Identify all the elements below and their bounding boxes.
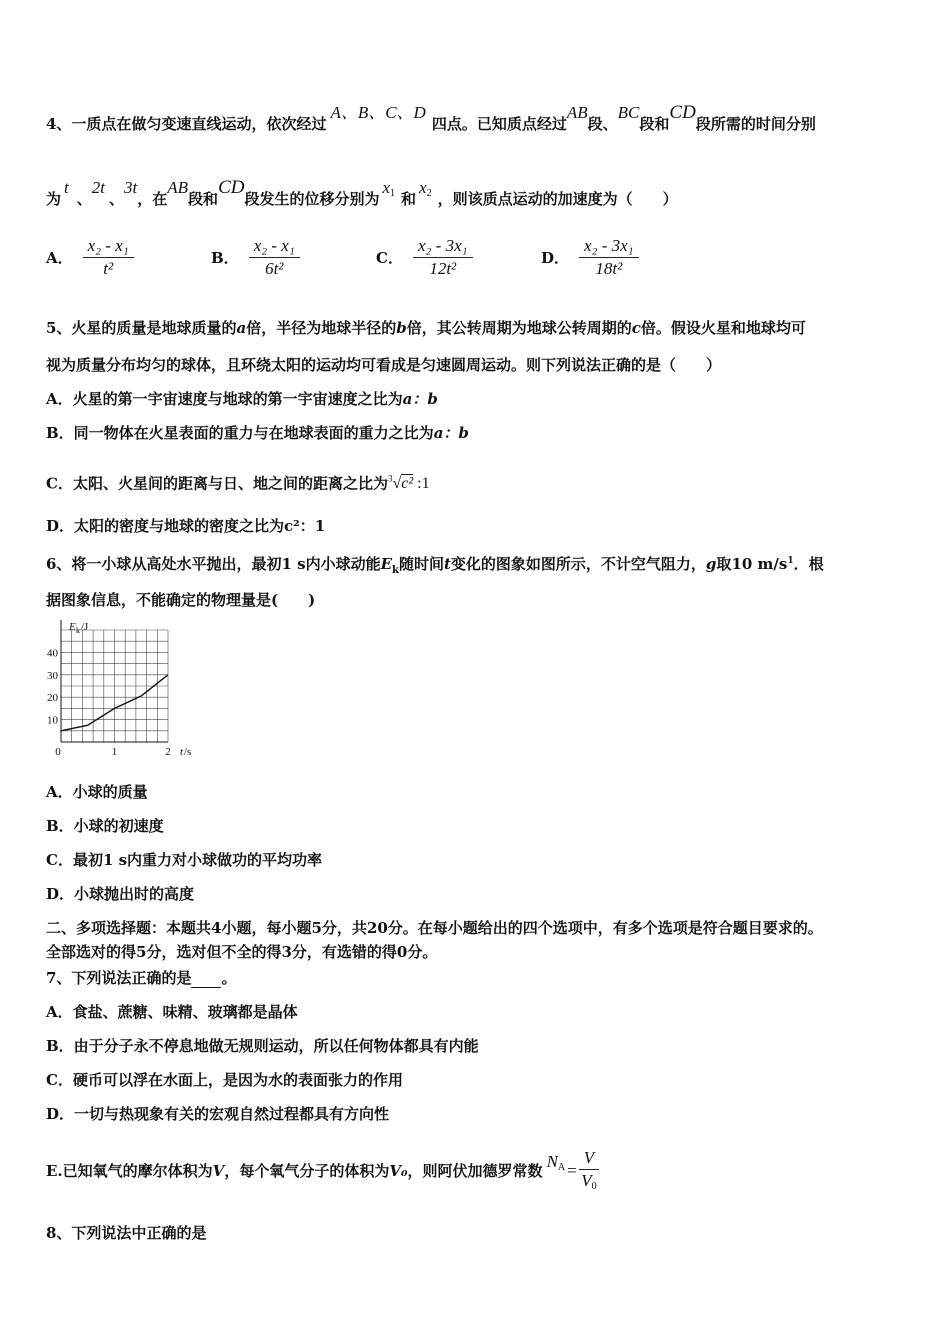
q4-option-a[interactable] bbox=[46, 236, 134, 279]
x-tick-label: 2 bbox=[165, 746, 171, 758]
q4-seg-cd: CD bbox=[218, 177, 245, 198]
chart-ticks bbox=[47, 647, 171, 758]
fraction: $\frac{\text{x₂ - x₁}}{\text{6t²}}$ bbox=[249, 236, 300, 279]
option-label: A． bbox=[46, 249, 73, 267]
q4-text: 和 bbox=[401, 190, 417, 208]
fraction: $\frac{\text{x₂ - 3x₁}}{\text{12t²}}$ bbox=[413, 236, 473, 279]
q5-line2: 视为质量分布均匀的球体，且环绕太阳的运动均可看成是匀速圆周运动。则下列说法正确的是（ ） bbox=[46, 356, 722, 374]
q7-stem: 7、下列说法正确的是 。 bbox=[46, 969, 237, 987]
q4-seg-ab: AB bbox=[566, 103, 588, 122]
q5-line1: 5、火星的质量是地球质量的a倍，半径为地球半径的b倍，其公转周期为地球公转周期的c倍。假设火星和地球均可 bbox=[46, 319, 806, 337]
y-axis-unit: /J bbox=[81, 621, 89, 633]
q6-option-d[interactable]: D．小球抛出时的高度 bbox=[46, 885, 195, 903]
q4-x1: x1 bbox=[382, 178, 396, 199]
q4-text: 段发生的位移分别为 bbox=[244, 190, 380, 208]
q4-text: ，则该质点运动的加速度为（ ） bbox=[437, 190, 678, 208]
section2-scoring: 全部选对的得5分，选对但不全的得3分，有选错的得0分。 bbox=[46, 943, 438, 961]
option-label: D． bbox=[541, 249, 570, 267]
q4-text: 、 bbox=[76, 190, 92, 208]
q4-option-b[interactable] bbox=[211, 236, 300, 279]
option-label: B． bbox=[211, 249, 239, 267]
q4-text: 为 bbox=[46, 190, 62, 208]
q8-stem: 8、下列说法中正确的是 bbox=[46, 1224, 207, 1242]
q4-x2: x2 bbox=[419, 178, 432, 199]
x-axis-label: t bbox=[180, 746, 184, 758]
q4-points: A、B、C、D bbox=[330, 103, 426, 122]
q7-option-e[interactable]: E.已知氧气的摩尔体积为 V ，每个氧气分子的体积为 V₀ ，则阿伏加德罗常数 NA = $\frac{V}{V0}$ bbox=[46, 1148, 599, 1194]
q7-option-b[interactable]: B．由于分子永不停息地做无规则运动，所以任何物体都具有内能 bbox=[46, 1037, 479, 1055]
q4-seg-cd: CD bbox=[669, 102, 696, 123]
avogadro-fraction: $\frac{V}{V0}$ bbox=[579, 1148, 599, 1194]
chart-labels bbox=[68, 621, 191, 758]
q7-option-c[interactable]: C．硬币可以浮在水面上，是因为水的表面张力的作用 bbox=[46, 1071, 403, 1089]
q7-option-d[interactable]: D．一切与热现象有关的宏观自然过程都具有方向性 bbox=[46, 1105, 390, 1123]
q4-line1 bbox=[46, 102, 816, 134]
y-tick-label: 30 bbox=[47, 669, 58, 682]
q4-text: 4、一质点在做匀变速直线运动，依次经过 bbox=[46, 115, 327, 133]
q4-text: 段所需的时间分别 bbox=[695, 115, 816, 133]
q6-option-a[interactable]: A．小球的质量 bbox=[46, 783, 148, 801]
ek-time-chart bbox=[40, 616, 210, 764]
q4-text: 段和 bbox=[188, 190, 219, 208]
option-label: C． bbox=[376, 249, 403, 267]
x-axis-unit: /s bbox=[184, 746, 192, 758]
y-tick-label: 40 bbox=[47, 647, 58, 660]
avogadro-symbol: NA bbox=[546, 1151, 566, 1173]
q4-option-c[interactable] bbox=[376, 236, 473, 279]
q6-option-c[interactable]: C．最初1 s内重力对小球做功的平均功率 bbox=[46, 851, 323, 869]
fraction: $\frac{\text{x₂ - x₁}}{\text{t²}}$ bbox=[83, 236, 134, 279]
q4-text: 、 bbox=[109, 190, 125, 208]
fraction: $\frac{\text{x₂ - 3x₁}}{\text{18t²}}$ bbox=[579, 236, 639, 279]
y-tick-label: 10 bbox=[47, 714, 58, 727]
x-tick-label: 0 bbox=[55, 746, 61, 758]
q4-t2: 2t bbox=[91, 178, 105, 197]
q4-seg-ab: AB bbox=[167, 178, 189, 197]
y-axis-label-sub: k bbox=[76, 626, 80, 635]
y-axis-label: E bbox=[69, 621, 76, 633]
q4-line2 bbox=[46, 177, 678, 212]
q4-text: ，在 bbox=[137, 190, 168, 208]
q6-line2: 据图象信息，不能确定的物理量是( ) bbox=[46, 591, 316, 609]
section2-heading: 二、多项选择题：本题共4小题，每小题5分，共20分。在每小题给出的四个选项中，有多个选项是符合题目要求的。 bbox=[46, 919, 823, 937]
q5-option-c[interactable]: C．太阳、火星间的距离与日、地之间的距离之比为$^3$√c² :1 bbox=[46, 474, 430, 493]
q4-seg-bc: BC bbox=[617, 103, 640, 122]
q4-t1: t bbox=[64, 178, 69, 197]
q6-line1: 6、将一小球从高处水平抛出，最初1 s内小球动能$E_k$随时间t变化的图象如图所示，不计空气阻力，g取10 $m/s^1$．根 bbox=[46, 555, 824, 576]
q4-text: 四点。已知质点经过 bbox=[431, 115, 567, 133]
q4-text: 段和 bbox=[639, 115, 670, 133]
y-tick-label: 20 bbox=[47, 692, 58, 705]
q5-option-b[interactable]: B．同一物体在火星表面的重力与在地球表面的重力之比为a：b bbox=[46, 424, 469, 442]
q4-t3: 3t bbox=[124, 178, 138, 197]
q5-option-a[interactable]: A．火星的第一宇宙速度与地球的第一宇宙速度之比为a：b bbox=[46, 390, 438, 408]
x-tick-label: 1 bbox=[111, 746, 118, 758]
q4-option-d[interactable] bbox=[541, 236, 639, 279]
q7-option-a[interactable]: A．食盐、蔗糖、味精、玻璃都是晶体 bbox=[46, 1003, 298, 1021]
q5-option-d[interactable]: D．太阳的密度与地球的密度之比为c²：1 bbox=[46, 517, 326, 535]
q6-option-b[interactable]: B．小球的初速度 bbox=[46, 817, 164, 835]
chart-grid bbox=[61, 630, 168, 742]
answer-blank[interactable] bbox=[191, 973, 221, 988]
q4-text: 段、 bbox=[587, 115, 618, 133]
cube-root: $^3$√c² :1 bbox=[387, 474, 430, 493]
